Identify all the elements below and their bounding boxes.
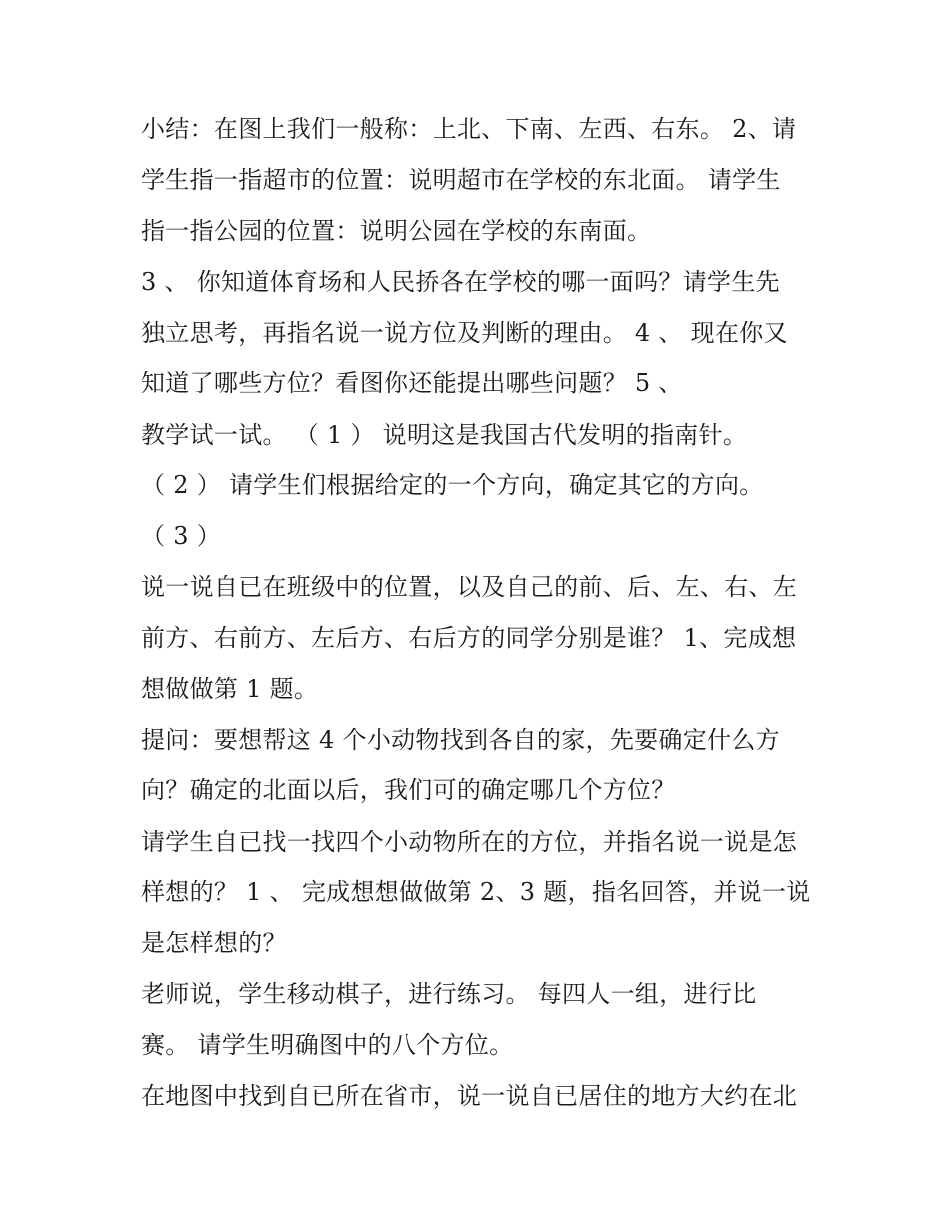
text-line: 说一说自已在班级中的位置，以及自己的前、后、左、右、左 [141,573,798,601]
text-line: 赛。 请学生明确图中的八个方位。 [141,1031,514,1059]
text-line: （ 2 ） 请学生们根据给定的一个方向，确定其它的方向。 [141,471,764,499]
text-line: （ 3 ） [141,522,222,550]
text-line: 前方、右前方、左后方、右后方的同学分别是谁？ 1、完成想 [141,624,797,652]
text-line: 请学生自已找一找四个小动物所在的方位，并指名说一说是怎 [141,828,798,856]
text-line: 向？确定的北面以后，我们可的确定哪几个方位？ [141,776,676,804]
text-line: 在地图中找到自已所在省市，说一说自已居住的地方大约在北 [141,1082,798,1110]
text-line: 老师说，学生移动棋子，进行练习。 每四人一组，进行比 [141,980,757,1008]
text-line: 学生指一指超市的位置：说明超市在学校的东北面。 请学生 [141,166,781,194]
text-line: 小结：在图上我们一般称：上北、下南、左西、右东。 2、请 [141,115,797,143]
text-line: 是怎样想的？ [141,929,287,957]
text-line: 指一指公园的位置：说明公园在学校的东南面。 [141,217,652,245]
text-line: 提问：要想帮这 4 个小动物找到各自的家，先要确定什么方 [141,726,780,754]
text-line: 样想的？ 1 、 完成想想做做第 2、3 题，指名回答，并说一说 [141,878,811,906]
text-line: 独立思考，再指名说一说方位及判断的理由。 4 、 现在你又 [141,319,788,347]
text-line: 3 、 你知道体育场和人民挢各在学校的哪一面吗？请学生先 [141,268,780,296]
text-line: 教学试一试。 （ 1 ） 说明这是我国古代发明的指南针。 [141,421,748,449]
text-line: 知道了哪些方位？看图你还能提出哪些问题？ 5 、 [141,369,683,397]
text-line: 想做做第 1 题。 [141,675,319,703]
